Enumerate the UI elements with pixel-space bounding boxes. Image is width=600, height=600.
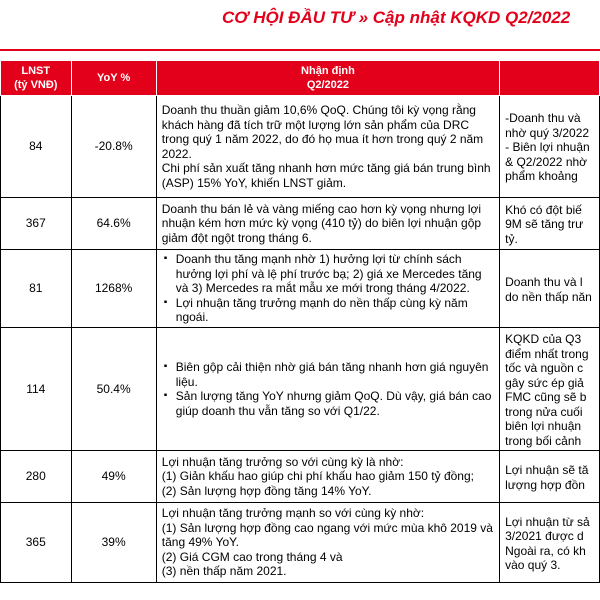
nhan-dinh-cell bbox=[156, 96, 499, 198]
nhan-dinh-cell bbox=[156, 198, 499, 250]
outlook-line: biên lợi nhuận bbox=[505, 419, 582, 433]
outlook-line: vào quý 3. bbox=[505, 558, 561, 572]
comment-paragraph: Chi phí sản xuất tăng nhanh hơn mức tăng giá bán trung bình (ASP) 15% YoY, khiến LNST giảm. bbox=[161, 161, 491, 190]
outlook-line: Lợi nhuận từ sả bbox=[505, 514, 590, 529]
outlook-line: 3/2021 được d bbox=[505, 529, 584, 543]
nhan-dinh-cell bbox=[156, 250, 499, 328]
lnst-cell: 280 bbox=[1, 451, 72, 503]
outlook-line: Doanh thu và l bbox=[505, 275, 583, 289]
title-rule bbox=[0, 49, 600, 51]
yoy-cell: 64.6% bbox=[71, 198, 156, 250]
outlook-line: trong nửa cuối bbox=[505, 404, 583, 419]
header-row bbox=[1, 61, 600, 96]
bullet-list bbox=[162, 360, 495, 418]
outlook-line: tốc và nguồn c bbox=[505, 361, 584, 375]
outlook-line: tỷ. bbox=[505, 231, 518, 246]
comment-paragraph: (1) Sản lượng hợp đồng cao ngang với mức mùa khô 2019 và tăng 49% YoY. bbox=[161, 520, 493, 550]
comment-paragraph: (3) nền thấp năm 2021. bbox=[161, 564, 287, 579]
outlook-line: do nền thấp năn bbox=[505, 289, 592, 304]
outlook-cell bbox=[500, 503, 600, 583]
outlook-line: phẩm khoảng bbox=[505, 169, 578, 184]
outlook-cell bbox=[500, 198, 600, 250]
outlook-cell bbox=[500, 96, 600, 198]
outlook-line: Khó có đột biế bbox=[505, 202, 582, 217]
comment-paragraph: (1) Giản khấu hao giúp chi phí khấu hao giảm 150 tỷ đồng; bbox=[161, 469, 474, 484]
table-row bbox=[1, 250, 600, 328]
outlook-line: lượng hợp đồn bbox=[505, 477, 585, 492]
comment-paragraph: Lợi nhuận tăng trưởng so với cùng kỳ là nhờ: bbox=[161, 454, 404, 469]
table-row bbox=[1, 503, 600, 583]
outlook-line: 9M sẽ tăng trư bbox=[505, 217, 584, 232]
outlook-line: Lợi nhuận sẽ tă bbox=[505, 463, 589, 477]
comment-paragraph: Doanh thu thuần giảm 10,6% QoQ. Chúng tôi kỳ vọng rằng khách hàng đã tích trữ một lượng lớn sản phẩm của DRC trong quý 1 năm 2022, do đó họ mua ít hơn trong quý 2 năm 2022. bbox=[161, 103, 484, 161]
comment-paragraph: Doanh thu bán lẻ và vàng miếng cao hơn kỳ vọng nhưng lợi nhuận kém hơn mức kỳ vọng (410 tỷ) do biên lợi nhuận gộp giảm đột ngột trong tháng 6. bbox=[161, 201, 482, 245]
lnst-cell: 81 bbox=[1, 250, 72, 328]
table-row bbox=[1, 198, 600, 250]
header-col4 bbox=[500, 61, 600, 96]
bullet-item: ▪ Lợi nhuận tăng trưởng mạnh do nền thấp cùng kỳ năm ngoái. bbox=[162, 296, 495, 325]
yoy-cell: 39% bbox=[71, 503, 156, 583]
outlook-line: -Doanh thu và bbox=[505, 111, 581, 126]
bullet-item: ▪ Biên gộp cải thiện nhờ giá bán tăng nhanh hơn giá nguyên liệu. bbox=[162, 360, 495, 389]
outlook-cell bbox=[500, 451, 600, 503]
outlook-line: & Q2/2022 nhờ bbox=[505, 154, 588, 169]
table-row bbox=[1, 451, 600, 503]
comment-paragraph: (2) Sản lượng hợp đồng tăng 14% YoY. bbox=[161, 483, 372, 498]
yoy-cell: -20.8% bbox=[71, 96, 156, 198]
outlook-line: điểm nhất trong bbox=[505, 346, 589, 361]
outlook-line: trong bối cảnh bbox=[505, 433, 582, 448]
outlook-line: gây sức ép giả bbox=[505, 375, 584, 390]
nhan-dinh-cell bbox=[156, 503, 499, 583]
outlook-line: Ngoài ra, có kh bbox=[505, 543, 586, 558]
bullet-item: ▪ Doanh thu tăng mạnh nhờ 1) hưởng lợi từ chính sách hưởng lợi phí và lệ phí trước bạ; 2) giá xe Mercedes tăng và 3) Mercedes ra mắt mẫu xe mới trong tháng 4/2022. bbox=[162, 252, 495, 296]
outlook-line: nhờ quý 3/2022 bbox=[505, 125, 590, 140]
earnings-table bbox=[0, 60, 600, 583]
nhan-dinh-cell bbox=[156, 451, 499, 503]
lnst-cell: 114 bbox=[1, 328, 72, 451]
yoy-cell: 1268% bbox=[71, 250, 156, 328]
table-row bbox=[1, 328, 600, 451]
lnst-cell: 365 bbox=[1, 503, 72, 583]
outlook-line: - Biên lợi nhuận bbox=[505, 140, 590, 155]
yoy-cell: 50.4% bbox=[71, 328, 156, 451]
outlook-line: FMC cũng sẽ b bbox=[505, 390, 587, 404]
comment-paragraph: Lợi nhuận tăng trưởng mạnh so với cùng kỳ nhờ: bbox=[161, 506, 425, 521]
yoy-cell: 49% bbox=[71, 451, 156, 503]
header-nhan-dinh: Nhận định Q2/2022 bbox=[156, 61, 499, 96]
lnst-cell: 367 bbox=[1, 198, 72, 250]
table-row bbox=[1, 96, 600, 198]
comment-paragraph: (2) Giá CGM cao trong tháng 4 và bbox=[161, 549, 343, 564]
bullet-list bbox=[162, 252, 495, 325]
nhan-dinh-cell bbox=[156, 328, 499, 451]
lnst-cell: 84 bbox=[1, 96, 72, 198]
header-yoy: YoY % bbox=[71, 61, 156, 96]
bullet-item: ▪ Sản lượng tăng YoY nhưng giảm QoQ. Dù vậy, giá bán cao giúp doanh thu vẫn tăng so với Q1/22. bbox=[162, 389, 495, 418]
outlook-cell bbox=[500, 328, 600, 451]
outlook-cell bbox=[500, 250, 600, 328]
header-lnst: LNST (tỷ VNĐ) bbox=[1, 61, 72, 96]
outlook-line: KQKD của Q3 bbox=[505, 332, 582, 346]
page-title: CƠ HỘI ĐẦU TƯ » Cập nhật KQKD Q2/2022 bbox=[222, 8, 571, 27]
